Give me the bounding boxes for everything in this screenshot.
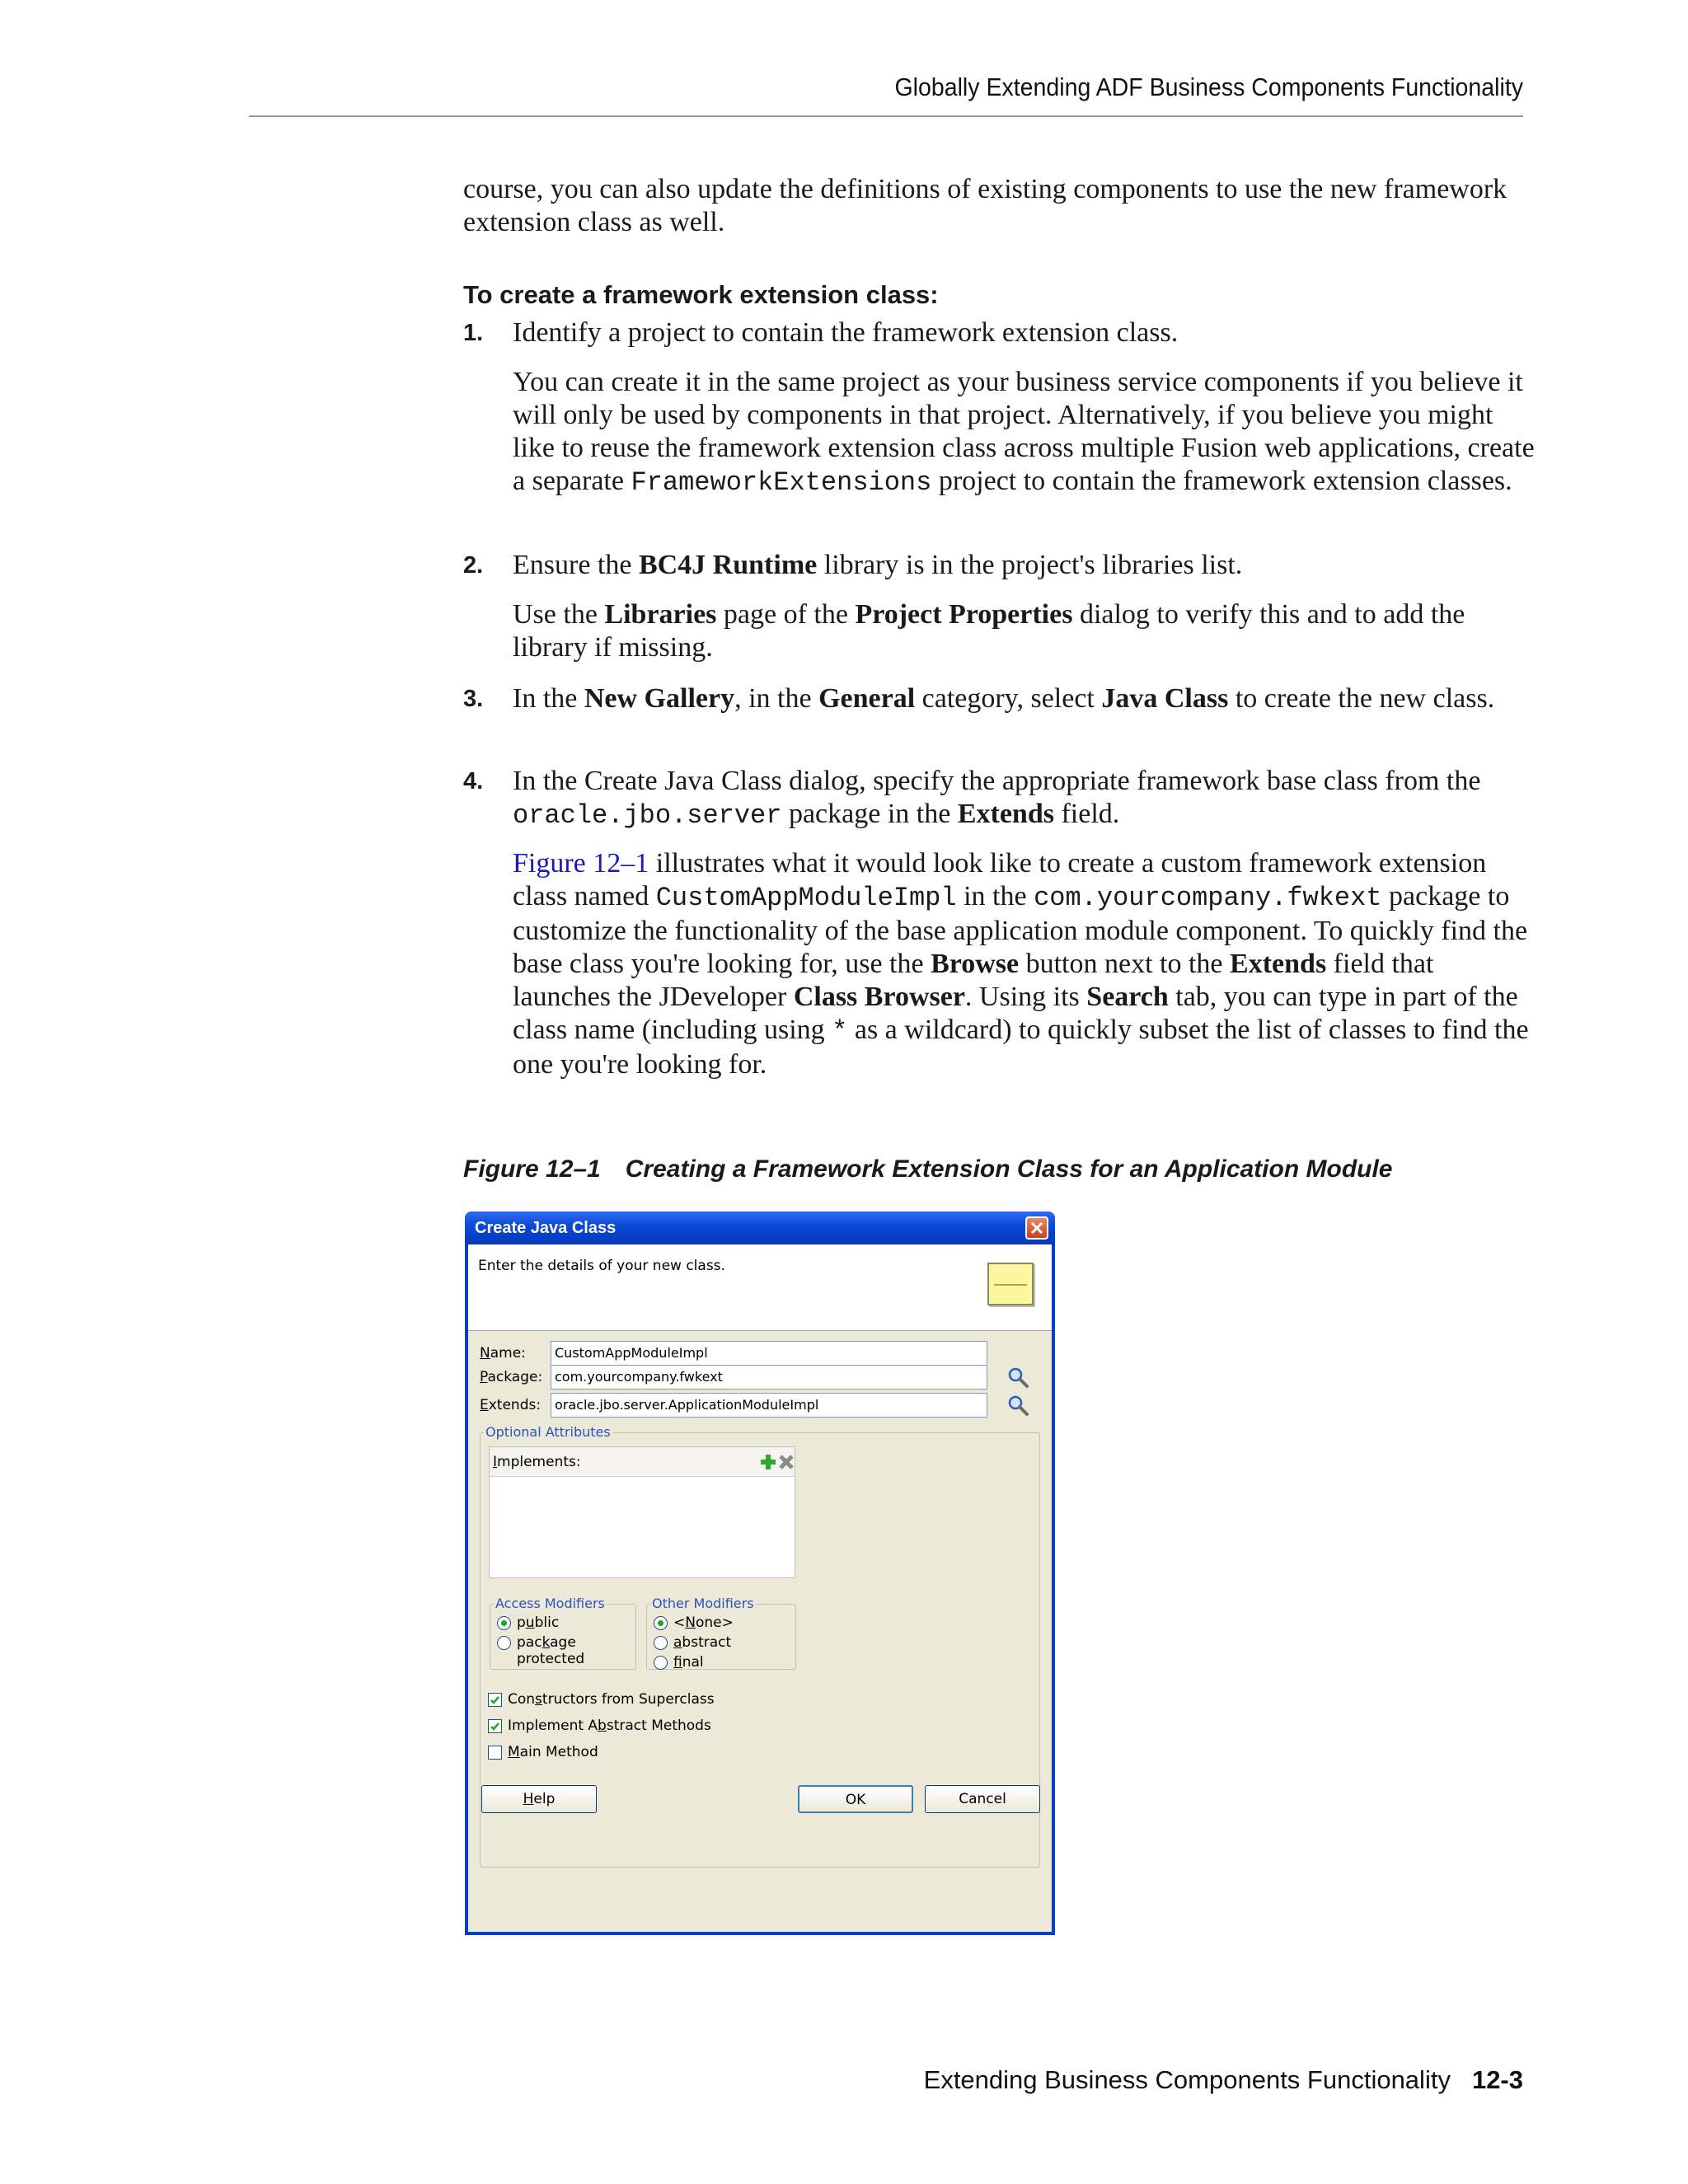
constructors-checkbox[interactable] <box>488 1693 502 1707</box>
step-2-text: Ensure the BC4J Runtime library is in the project's libraries list. <box>513 550 1243 580</box>
step-4-number: 4. <box>463 768 484 794</box>
page-footer <box>924 2065 1523 2095</box>
implements-header <box>490 1447 795 1477</box>
package-label: Package: <box>480 1369 543 1385</box>
figure-caption: Figure 12–1 Creating a Framework Extension Class for an Application Module <box>463 1155 1393 1183</box>
step-2-number: 2. <box>463 552 484 579</box>
dialog-title: Create Java Class <box>475 1219 617 1237</box>
help-button[interactable]: Help <box>481 1785 597 1813</box>
main-method-label: Main Method <box>508 1744 598 1760</box>
name-field[interactable]: CustomAppModuleImpl <box>551 1341 987 1366</box>
constructors-label: Constructors from Superclass <box>508 1691 715 1708</box>
close-button[interactable] <box>1025 1216 1048 1240</box>
cancel-button[interactable]: Cancel <box>925 1785 1040 1813</box>
public-radio[interactable] <box>497 1616 511 1630</box>
none-radio[interactable] <box>654 1616 668 1630</box>
implement-abstract-checkbox[interactable] <box>488 1719 502 1733</box>
procedure-title: To create a framework extension class: <box>463 280 939 309</box>
abstract-radio[interactable] <box>654 1636 668 1650</box>
final-radio[interactable] <box>654 1656 668 1670</box>
step-1-text: Identify a project to contain the framework extension class. <box>513 317 1179 348</box>
step-1-number: 1. <box>463 320 484 346</box>
none-label: <None> <box>673 1615 734 1631</box>
implements-label: Implements: <box>493 1454 581 1470</box>
intro-paragraph: course, you can also update the definitions of existing components to use the new framework extension class as well. <box>463 174 1507 237</box>
access-modifiers-title: Access Modifiers <box>495 1596 605 1611</box>
name-label: Name: <box>480 1345 526 1361</box>
note-icon <box>987 1263 1034 1305</box>
step-2-detail: Use the Libraries page of the Project Properties dialog to verify this and to add the library if missing. <box>513 599 1465 663</box>
create-java-class-dialog <box>465 1212 1055 1935</box>
public-label: public <box>517 1615 560 1631</box>
ok-button[interactable]: OK <box>798 1785 913 1813</box>
access-modifiers-group <box>490 1596 636 1670</box>
main-method-checkbox[interactable] <box>488 1746 502 1760</box>
page-number: 12-3 <box>1471 2065 1523 2094</box>
checkmark-icon <box>489 1694 501 1706</box>
close-icon <box>1027 1218 1047 1238</box>
dialog-instructions: Enter the details of your new class. <box>478 1258 725 1274</box>
other-modifiers-title: Other Modifiers <box>652 1596 754 1611</box>
optional-attributes-title: Optional Attributes <box>485 1424 611 1440</box>
dialog-body <box>468 1244 1052 1932</box>
step-4-detail: Figure 12–1 illustrates what it would look like to create a custom framework extension class named CustomAppModuleImpl in the com.yourcompany.fwkext package to customize the functionality of the base application module component. To quickly find the base class you're looking for, use the Browse button next to the Extends field that launches the JDeveloper Class Browser. Using its Search tab, you can type in part of the class name (including using * as a wildcard) to quickly subset the list of classes to find the one you're looking for. <box>513 848 1529 1080</box>
step-3-number: 3. <box>463 686 484 712</box>
final-label: final <box>673 1654 704 1671</box>
remove-icon[interactable] <box>776 1452 796 1472</box>
step-1-detail: You can create it in the same project as your business service components if you believe it will only be used by components in that project. Alternatively, if you believe you might like to reuse the framework extension class across multiple Fusion web applications, create a separate FrameworkExtensions project to contain the framework extension classes. <box>513 367 1535 498</box>
running-head: Globally Extending ADF Business Components Functionality <box>894 73 1523 101</box>
dialog-titlebar <box>465 1212 1055 1244</box>
package-search-icon[interactable] <box>1006 1365 1030 1390</box>
extends-search-icon[interactable] <box>1006 1393 1030 1418</box>
abstract-label: abstract <box>673 1634 732 1651</box>
step-4-text: In the Create Java Class dialog, specify the appropriate framework base class from the oracle.jbo.server package in the Extends field. <box>513 766 1481 831</box>
package-field[interactable]: com.yourcompany.fwkext <box>551 1365 987 1390</box>
add-icon[interactable] <box>758 1452 778 1472</box>
implements-list[interactable] <box>489 1446 795 1578</box>
checkmark-icon <box>489 1720 501 1732</box>
header-rule <box>249 115 1523 117</box>
footer-chapter-title: Extending Business Components Functionality <box>923 2065 1451 2094</box>
extends-field[interactable]: oracle.jbo.server.ApplicationModuleImpl <box>551 1393 987 1418</box>
implement-abstract-label: Implement Abstract Methods <box>508 1718 711 1734</box>
figure-link[interactable]: Figure 12–1 <box>513 848 649 879</box>
package-protected-radio[interactable] <box>497 1636 511 1650</box>
other-modifiers-group <box>646 1596 796 1671</box>
extends-label: Extends: <box>480 1397 542 1413</box>
package-protected-label: package protected <box>517 1634 585 1667</box>
dialog-header <box>468 1244 1052 1331</box>
step-3-text: In the New Gallery, in the General category, select Java Class to create the new class. <box>513 683 1495 714</box>
